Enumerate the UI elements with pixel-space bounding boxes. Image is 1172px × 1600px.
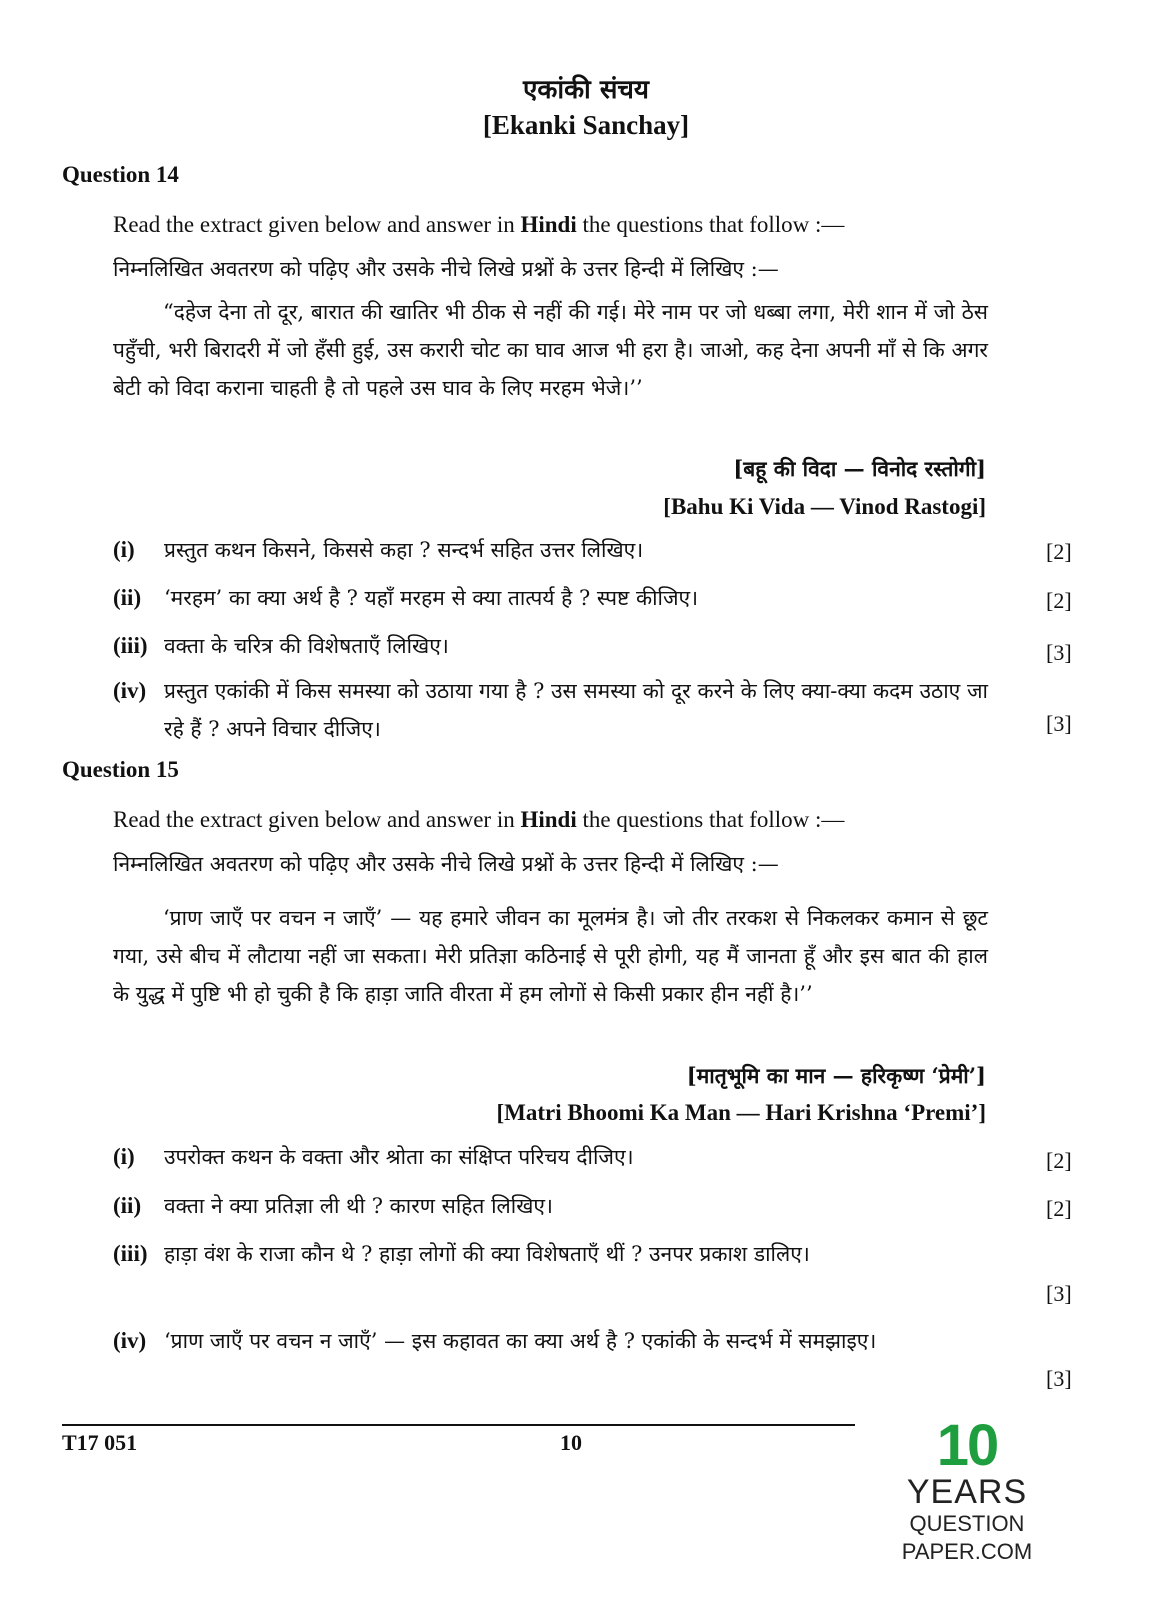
q14-instruction-text: Read the extract given below and answer in bbox=[113, 212, 521, 237]
subquestion-text: ‘मरहम’ का क्या अर्थ है ? यहाँ मरहम से क्या तात्पर्य है ? स्पष्ट कीजिए। bbox=[164, 586, 699, 610]
q15-subquestion bbox=[113, 1322, 988, 1360]
watermark-logo bbox=[852, 1413, 1082, 1568]
q15-instruction-bold: Hindi bbox=[520, 807, 577, 832]
marks-label: [2] bbox=[1046, 1196, 1072, 1221]
q15-subquestion bbox=[113, 1138, 988, 1176]
subquestion-number: (iii) bbox=[113, 1241, 148, 1266]
section-title-english: [Ekanki Sanchay] bbox=[482, 110, 690, 140]
q14-source-english: [Bahu Ki Vida — Vinod Rastogi] bbox=[663, 494, 986, 519]
q14-instruction-hindi: निम्नलिखित अवतरण को पढ़िए और उसके नीचे लिखे प्रश्नों के उत्तर हिन्दी में लिखिए :— bbox=[113, 257, 779, 281]
q15-subquestion bbox=[113, 1235, 988, 1273]
marks-label: [3] bbox=[1046, 1281, 1072, 1306]
marks-label: [2] bbox=[1046, 539, 1072, 564]
marks-label: [3] bbox=[1046, 711, 1072, 736]
marks-label: [3] bbox=[1046, 640, 1072, 665]
logo-word: YEARS bbox=[906, 1473, 1028, 1511]
marks-label: [2] bbox=[1046, 588, 1072, 613]
question-15-heading: Question 15 bbox=[62, 757, 179, 782]
subquestion-text: प्रस्तुत कथन किसने, किससे कहा ? सन्दर्भ सहित उत्तर लिखिए। bbox=[164, 538, 644, 562]
q14-instruction-bold: Hindi bbox=[520, 212, 577, 237]
q14-subquestion bbox=[113, 672, 988, 748]
q14-extract: “दहेज देना तो दूर, बारात की खातिर भी ठीक से नहीं की गई। मेरे नाम पर जो धब्बा लगा, मेरी शान में जो ठेस पहुँची, भरी बिरादरी में जो हँसी हुई, उस करारी चोट का घाव आज भी हरा है। जाओ, कह देना अपनी माँ से कि अगर बेटी को विदा कराना चाहती है तो पहले उस घाव के लिए मरहम भेजे।’’ bbox=[113, 300, 988, 400]
q15-instruction-tail: the questions that follow :— bbox=[576, 807, 845, 832]
paper-code: T17 051 bbox=[62, 1430, 138, 1455]
subquestion-number: (iv) bbox=[113, 678, 147, 703]
logo-site: QUESTION PAPER.COM bbox=[901, 1511, 1033, 1564]
question-14-heading: Question 14 bbox=[62, 162, 179, 187]
q14-subquestion bbox=[113, 627, 988, 665]
q14-instruction-english bbox=[113, 212, 988, 238]
q15-source-hindi: [मातृभूमि का मान — हरिकृष्ण ‘प्रेमी’] bbox=[686, 1063, 986, 1088]
section-title-hindi: एकांकी संचय bbox=[523, 75, 649, 105]
footer-divider bbox=[62, 1424, 855, 1426]
subquestion-number: (i) bbox=[113, 537, 135, 562]
subquestion-text: वक्ता ने क्या प्रतिज्ञा ली थी ? कारण सहित लिखिए। bbox=[164, 1194, 553, 1218]
logo-number: 10 bbox=[936, 1413, 998, 1478]
q15-instruction-text: Read the extract given below and answer in bbox=[113, 807, 521, 832]
subquestion-number: (iii) bbox=[113, 633, 148, 658]
q14-subquestion bbox=[113, 531, 988, 569]
q14-subquestion bbox=[113, 579, 988, 617]
subquestion-text: प्रस्तुत एकांकी में किस समस्या को उठाया गया है ? उस समस्या को दूर करने के लिए क्या-क्या कदम उठाए जा रहे हैं ? अपने विचार दीजिए। bbox=[164, 679, 988, 741]
marks-label: [3] bbox=[1046, 1366, 1072, 1391]
subquestion-number: (ii) bbox=[113, 585, 142, 610]
subquestion-number: (i) bbox=[113, 1144, 135, 1169]
subquestion-text: उपरोक्त कथन के वक्ता और श्रोता का संक्षिप्त परिचय दीजिए। bbox=[164, 1145, 634, 1169]
q15-source-english: [Matri Bhoomi Ka Man — Hari Krishna ‘Premi’] bbox=[496, 1100, 986, 1125]
page-number: 10 bbox=[560, 1430, 582, 1455]
subquestion-text: ‘प्राण जाएँ पर वचन न जाएँ’ — इस कहावत का क्या अर्थ है ? एकांकी के सन्दर्भ में समझाइए। bbox=[164, 1329, 877, 1353]
subquestion-number: (iv) bbox=[113, 1328, 147, 1353]
subquestion-number: (ii) bbox=[113, 1193, 142, 1218]
subquestion-text: वक्ता के चरित्र की विशेषताएँ लिखिए। bbox=[164, 634, 449, 658]
q14-instruction-tail: the questions that follow :— bbox=[576, 212, 845, 237]
q15-instruction-english bbox=[113, 807, 988, 833]
q15-extract: ‘प्राण जाएँ पर वचन न जाएँ’ — यह हमारे जीवन का मूलमंत्र है। जो तीर तरकश से निकलकर कमान से छूट गया, उसे बीच में लौटाया नहीं जा सकता। मेरी प्रतिज्ञा कठिनाई से पूरी होगी, यह मैं जानता हूँ और इस बात की हाल के युद्ध में पुष्टि भी हो चुकी है कि हाड़ा जाति वीरता में हम लोगों से किसी प्रकार हीन नहीं है।’’ bbox=[113, 906, 988, 1006]
q14-source-hindi: [बहू की विदा — विनोद रस्तोगी] bbox=[733, 456, 986, 481]
marks-label: [2] bbox=[1046, 1148, 1072, 1173]
q15-subquestion bbox=[113, 1187, 988, 1225]
q15-instruction-hindi: निम्नलिखित अवतरण को पढ़िए और उसके नीचे लिखे प्रश्नों के उत्तर हिन्दी में लिखिए :— bbox=[113, 852, 779, 876]
subquestion-text: हाड़ा वंश के राजा कौन थे ? हाड़ा लोगों की क्या विशेषताएँ थीं ? उनपर प्रकाश डालिए। bbox=[164, 1242, 810, 1266]
